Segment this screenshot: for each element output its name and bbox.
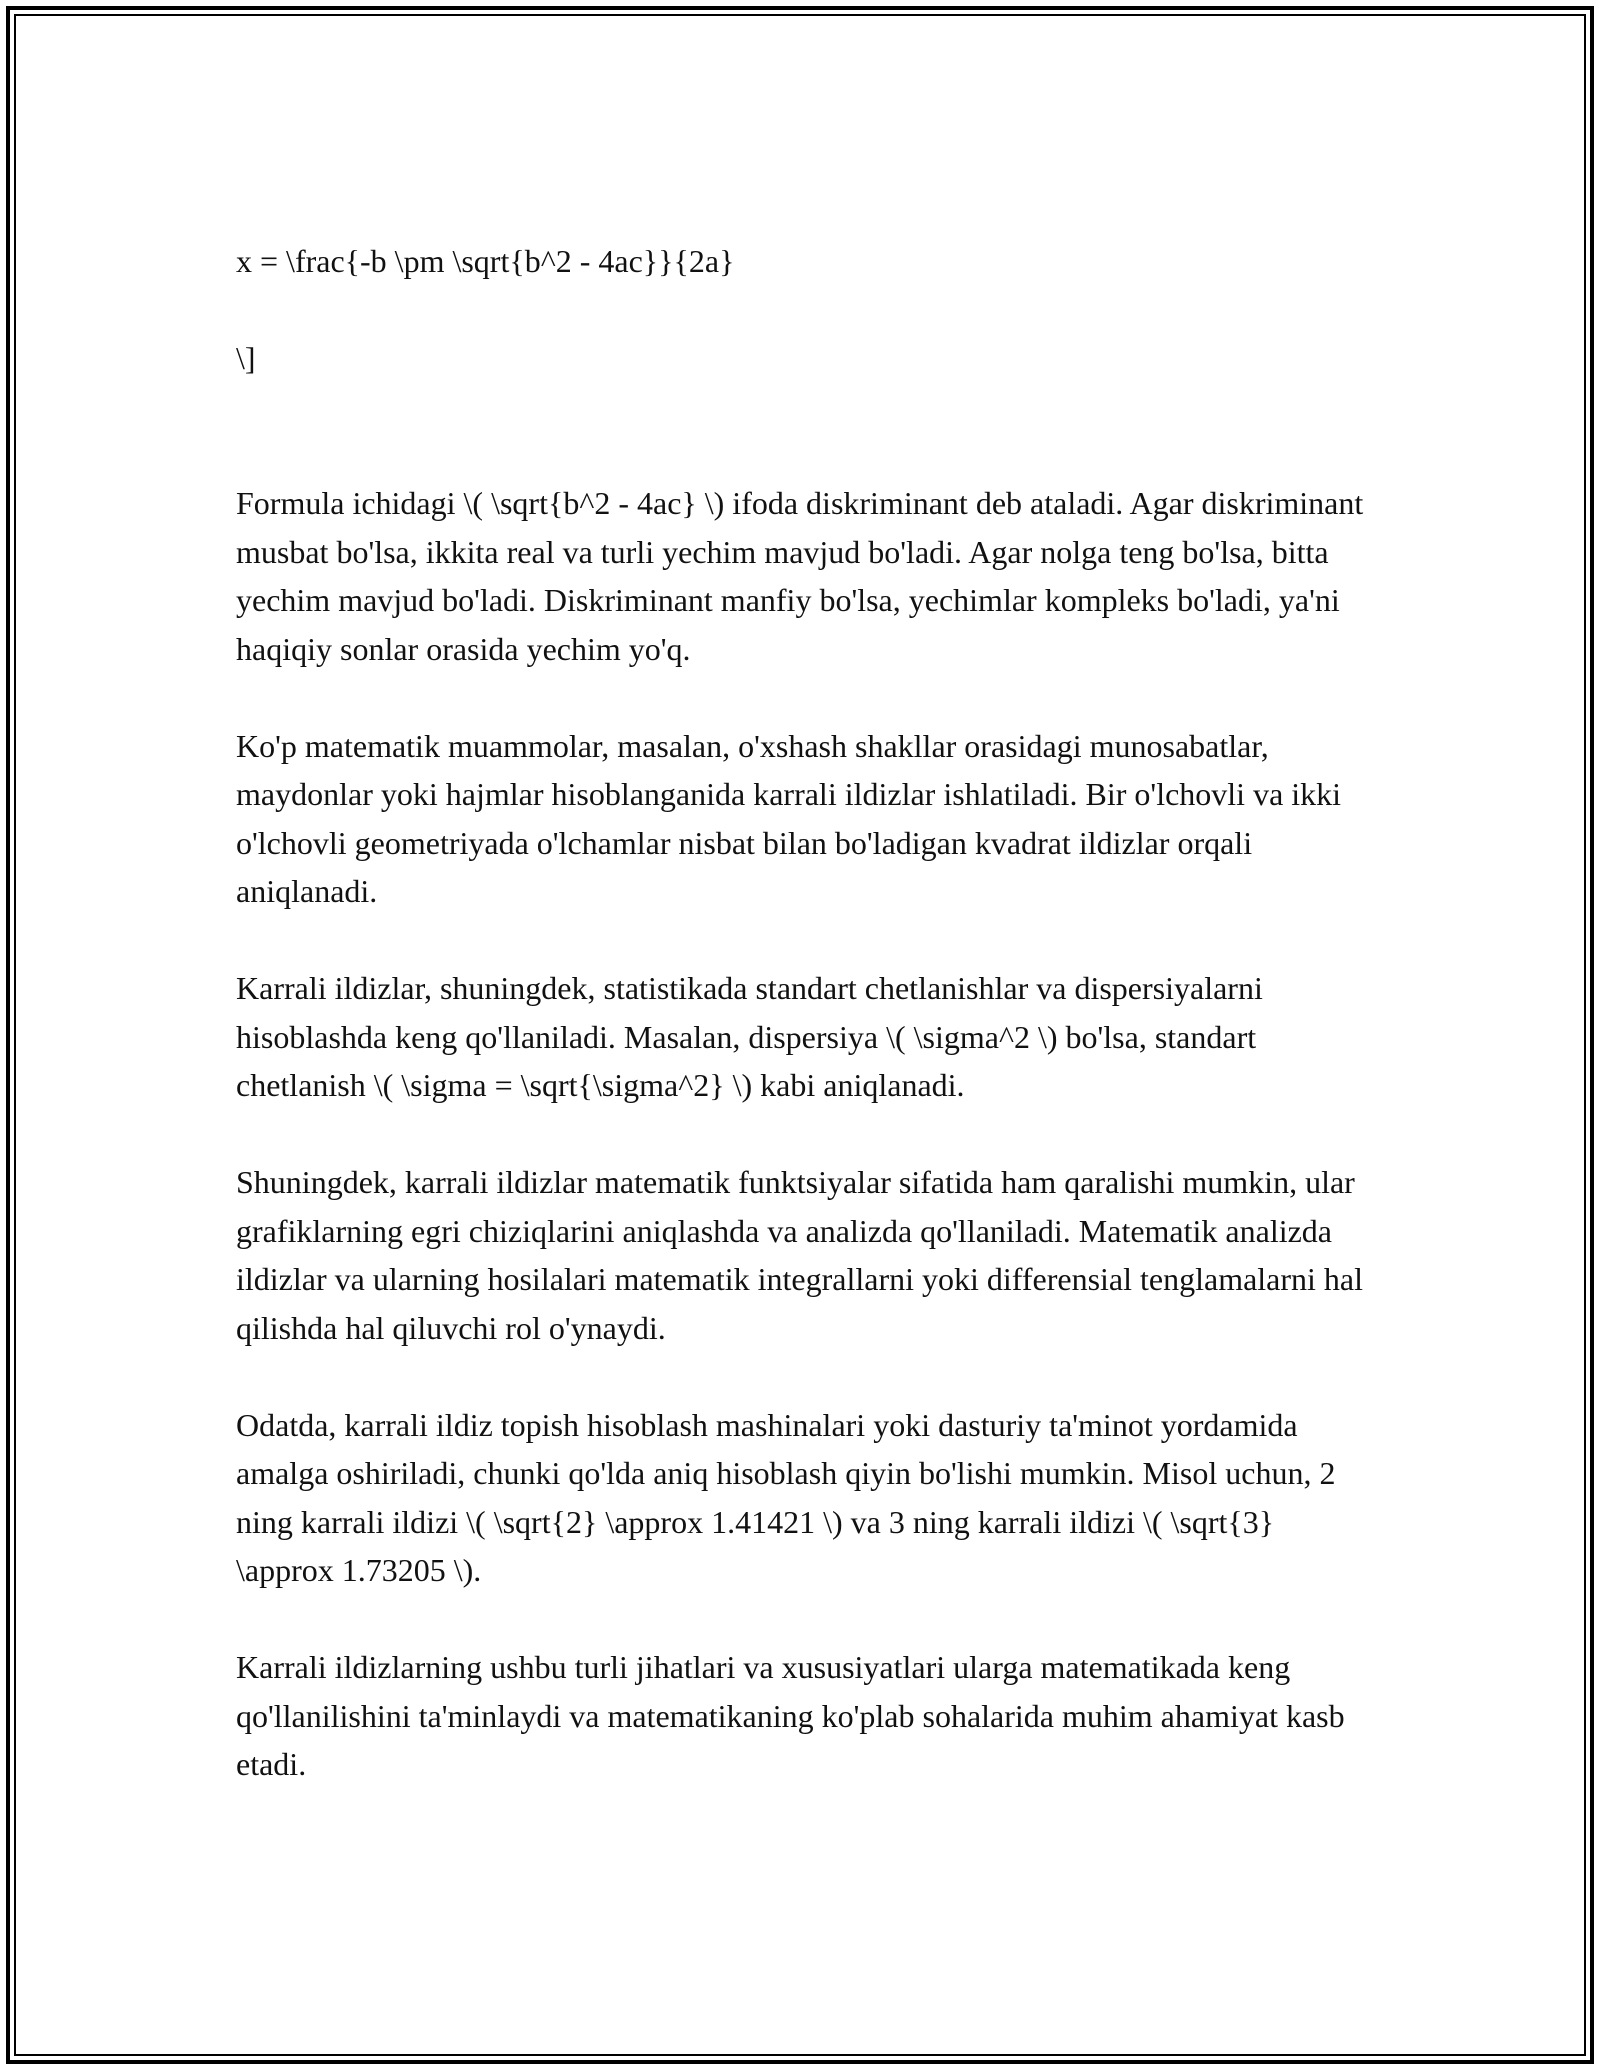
document-body bbox=[236, 188, 1376, 1789]
paragraph-geometry: Ko'p matematik muammolar, masalan, o'xshash shakllar orasidagi munosabatlar, maydonlar yoki hajmlar hisoblanganida karrali ildizlar ishlatiladi. Bir o'lchovli va ikki o'lchovli geometriyada o'lchamlar nisbat bilan bo'ladigan kvadrat ildizlar orqali aniqlanadi. bbox=[236, 727, 1342, 909]
formula-closing-delimiter: \] bbox=[236, 339, 256, 376]
paragraph-computation: Odatda, karrali ildiz topish hisoblash mashinalari yoki dasturiy ta'minot yordamida amalga oshiriladi, chunki qo'lda aniq hisoblash qiyin bo'lishi mumkin. Misol uchun, 2 ning karrali ildizi \( \sqrt{2} \approx 1.41421 \) va 3 ning karrali ildizi \( \sqrt{3} \approx 1.73205 \). bbox=[236, 1406, 1336, 1588]
paragraph-analysis: Shuningdek, karrali ildizlar matematik funktsiyalar sifatida ham qaralishi mumkin, ular grafiklarning egri chiziqlarini aniqlashda va analizda qo'llaniladi. Matematik analizda ildizlar va ularning hosilalari matematik integrallarni yoki differensial tenglamalarni hal qilishda hal qiluvchi rol o'ynaydi. bbox=[236, 1164, 1364, 1346]
formula-line: x = \frac{-b \pm \sqrt{b^2 - 4ac}}{2a} bbox=[236, 242, 735, 279]
paragraph-discriminant: Formula ichidagi \( \sqrt{b^2 - 4ac} \) ifoda diskriminant deb ataladi. Agar diskriminant musbat bo'lsa, ikkita real va turli yechim mavjud bo'ladi. Agar nolga teng bo'lsa, bitta yechim mavjud bo'ladi. Diskriminant manfiy bo'lsa, yechimlar kompleks bo'ladi, ya'ni haqiqiy sonlar orasida yechim yo'q. bbox=[236, 485, 1364, 667]
paragraph-conclusion: Karrali ildizlarning ushbu turli jihatlari va xususiyatlari ularga matematikada keng qo'llanilishini ta'minlaydi va matematikaning ko'plab sohalarida muhim ahamiyat kasb etadi. bbox=[236, 1649, 1345, 1782]
formula-block bbox=[236, 188, 1376, 431]
paragraph-statistics: Karrali ildizlar, shuningdek, statistikada standart chetlanishlar va dispersiyalarni hisoblashda keng qo'llaniladi. Masalan, dispersiya \( \sigma^2 \) bo'lsa, standart chetlanish \( \sigma = \sqrt{\sigma^2} \) kabi aniqlanadi. bbox=[236, 970, 1263, 1103]
